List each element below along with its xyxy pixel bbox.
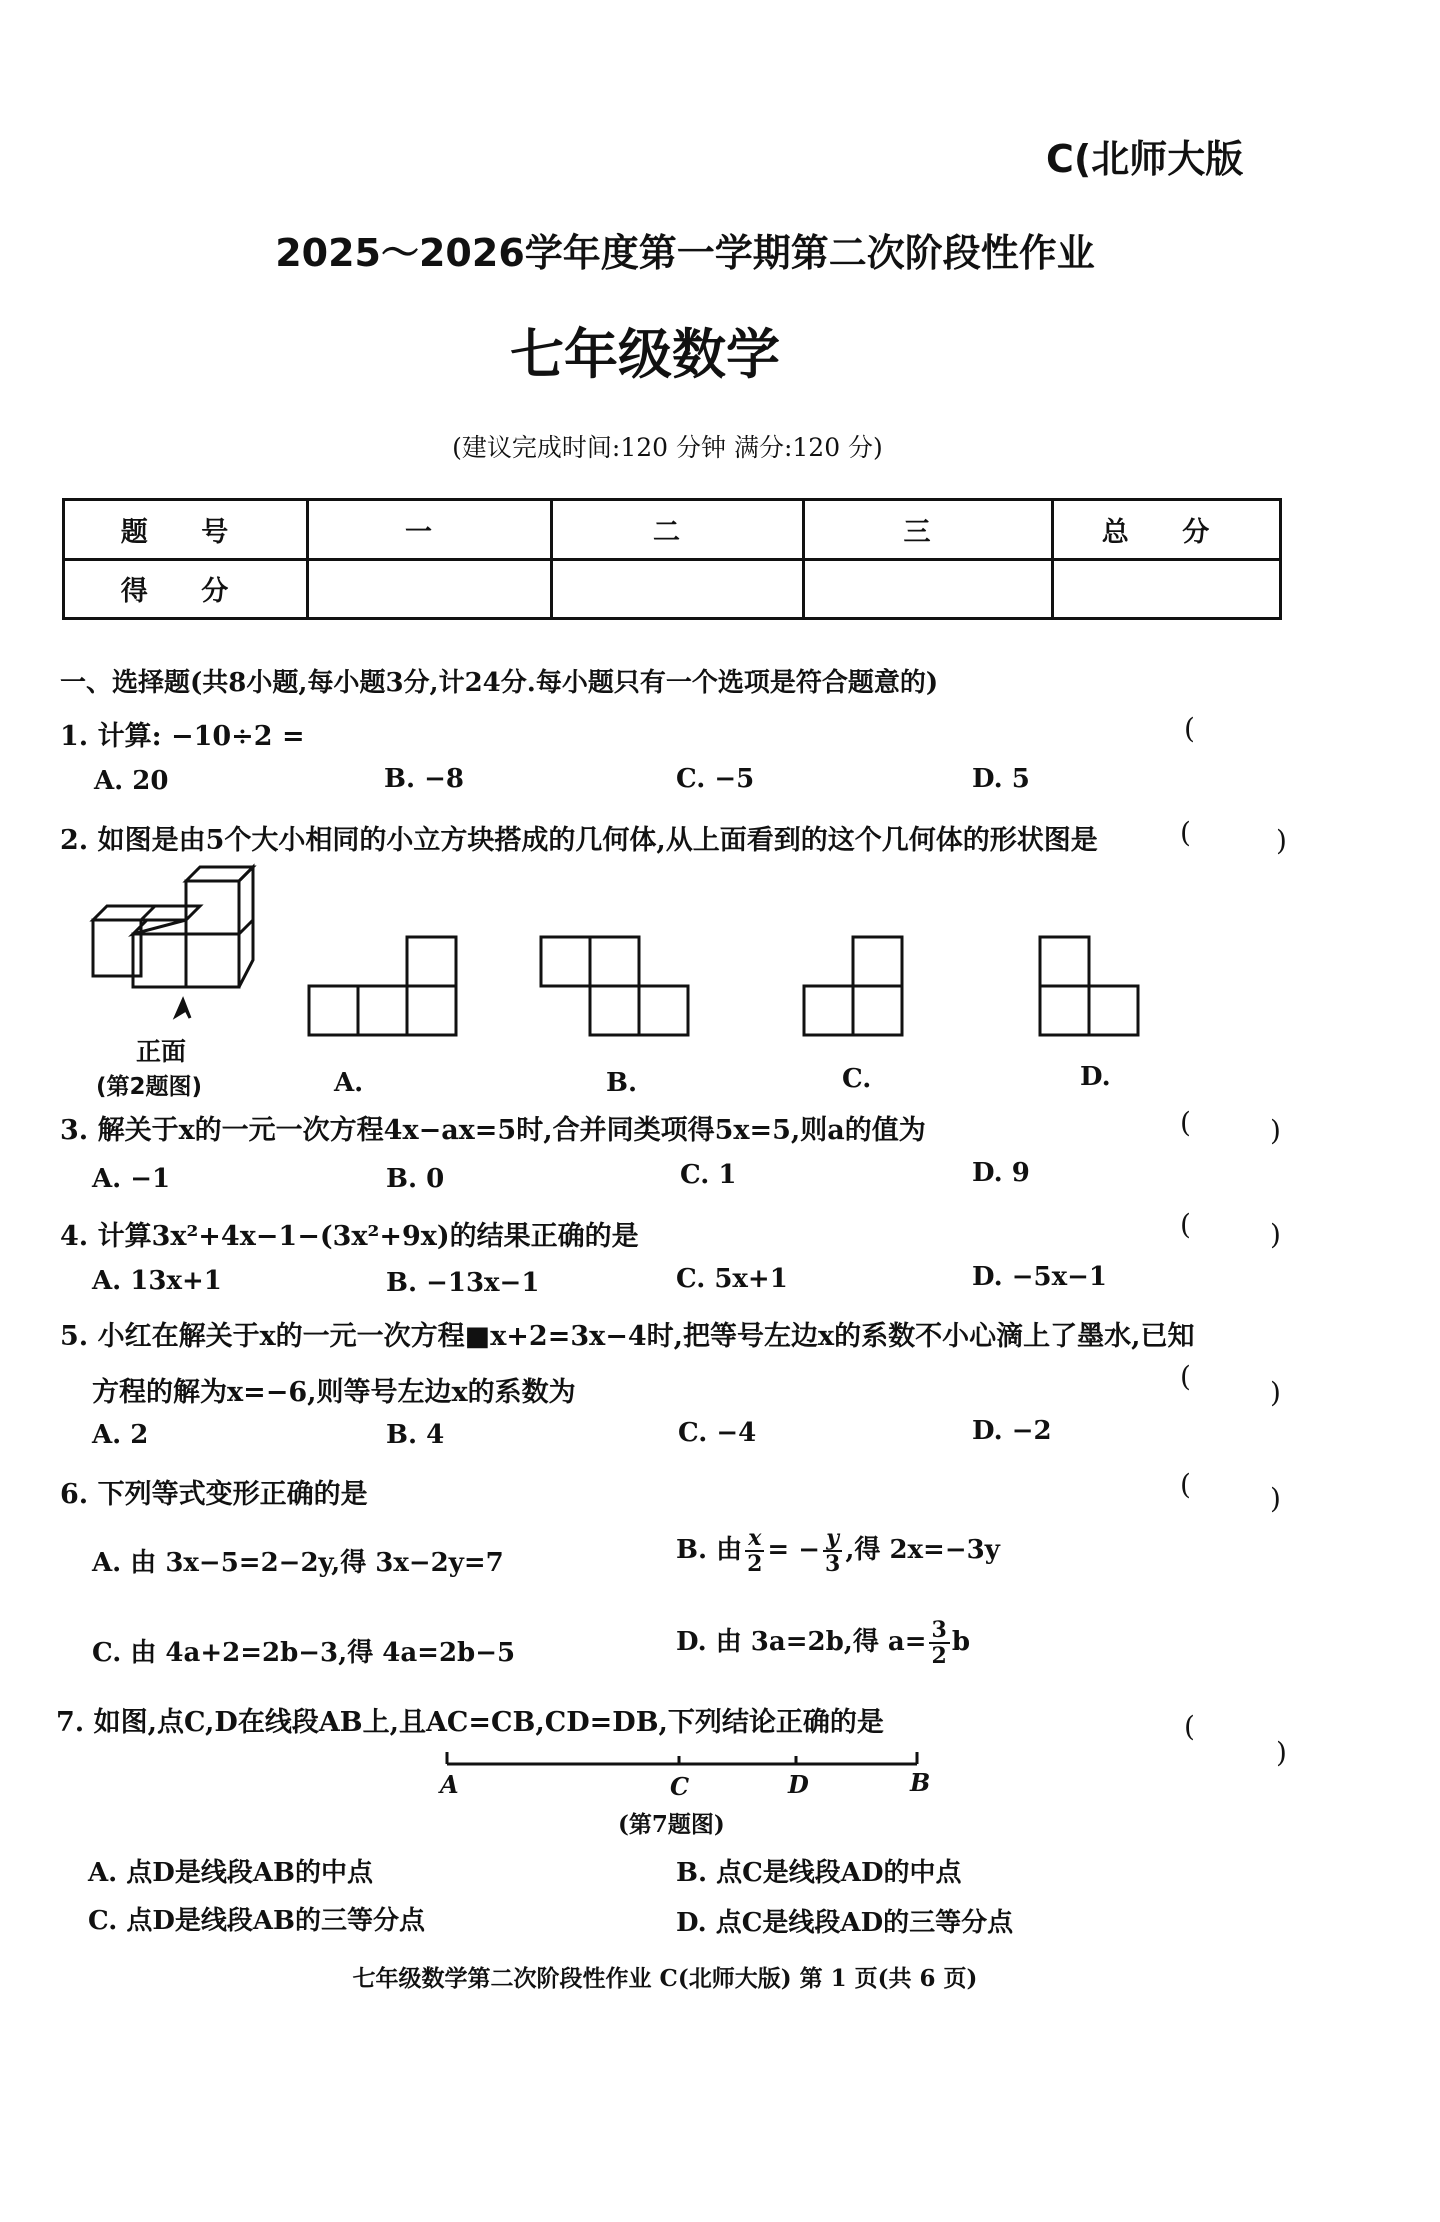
- fraction: [929, 1618, 950, 1668]
- option-c: C. 5x+1: [676, 1264, 788, 1294]
- option-d: D. −5x−1: [972, 1262, 1107, 1292]
- question-4-stem: 4. 计算3x²+4x−1−(3x²+9x)的结果正确的是: [60, 1221, 639, 1252]
- answer-paren-close: ): [1270, 1376, 1281, 1409]
- row-header: 得 分: [64, 559, 308, 619]
- fraction: [822, 1526, 843, 1576]
- column-header: 一: [308, 500, 552, 560]
- answer-paren-open[interactable]: (: [1184, 712, 1195, 745]
- option-b-prefix: B. 由: [676, 1535, 743, 1565]
- option-d: D. 5: [972, 764, 1030, 794]
- answer-paren-open[interactable]: (: [1184, 1710, 1195, 1743]
- question-3-stem: 3. 解关于x的一元一次方程4x−ax=5时,合并同类项得5x=5,则a的值为: [60, 1115, 926, 1146]
- answer-paren-close: ): [1276, 824, 1287, 857]
- fraction: [744, 1526, 765, 1576]
- option-b: B. −13x−1: [386, 1268, 540, 1298]
- row-header: 题 号: [64, 500, 308, 560]
- option-a-figure: [309, 937, 456, 1035]
- numerator: y: [823, 1526, 842, 1552]
- option-c: C. −4: [678, 1418, 757, 1448]
- denominator: 2: [931, 1643, 947, 1669]
- section-heading: 一、选择题(共8小题,每小题3分,计24分.每小题只有一个选项是符合题意的): [60, 668, 939, 698]
- denominator: 3: [825, 1551, 841, 1577]
- question-1-stem: 1. 计算: −10÷2 =: [60, 721, 305, 752]
- exam-info: (建议完成时间:120 分钟 满分:120 分): [452, 433, 883, 462]
- option-a: A. 13x+1: [92, 1266, 222, 1296]
- column-header: 总 分: [1053, 500, 1281, 560]
- option-a: A. −1: [92, 1164, 171, 1194]
- option-c: C. −5: [676, 764, 755, 794]
- option-b-mid: = −: [767, 1535, 821, 1565]
- option-d: D. 点C是线段AD的三等分点: [676, 1908, 1014, 1938]
- answer-paren-open[interactable]: (: [1180, 1106, 1191, 1139]
- subject-title: 七年级数学: [510, 323, 780, 386]
- front-label: 正面: [136, 1037, 187, 1066]
- option-c-figure: [804, 937, 902, 1035]
- option-d-prefix: D. 由 3a=2b,得 a=: [676, 1627, 927, 1657]
- option-a: A. 20: [94, 766, 169, 796]
- option-d-suffix: b: [951, 1627, 971, 1657]
- option-d-figure: [1040, 937, 1138, 1035]
- option-b-figure: [541, 937, 688, 1035]
- point-label-d: D: [788, 1770, 809, 1799]
- answer-paren-open[interactable]: (: [1180, 1208, 1191, 1241]
- answer-paren-open[interactable]: (: [1180, 1468, 1191, 1501]
- cube-solid-figure: [93, 867, 253, 987]
- option-c: C.: [842, 1064, 872, 1094]
- answer-paren-close: ): [1270, 1218, 1281, 1251]
- numerator: 3: [929, 1618, 950, 1644]
- point-label-c: C: [670, 1772, 690, 1801]
- question-6-stem: 6. 下列等式变形正确的是: [60, 1479, 368, 1510]
- option-a: A.: [334, 1068, 364, 1098]
- option-d: D. 9: [972, 1158, 1030, 1188]
- option-b: B. −8: [384, 764, 464, 794]
- option-b: B. 0: [386, 1164, 445, 1194]
- answer-paren-open[interactable]: (: [1180, 816, 1191, 849]
- point-label-b: B: [910, 1768, 931, 1797]
- question-5-stem-line2: 方程的解为x=−6,则等号左边x的系数为: [92, 1377, 576, 1408]
- option-d: D.: [1080, 1062, 1111, 1092]
- point-label-a: A: [440, 1770, 459, 1799]
- option-c: C. 由 4a+2=2b−3,得 4a=2b−5: [92, 1638, 516, 1668]
- exam-title: 2025～2026学年度第一学期第二次阶段性作业: [275, 231, 1095, 275]
- option-b: [676, 1526, 1000, 1576]
- option-d: [676, 1618, 970, 1668]
- denominator: 2: [747, 1551, 763, 1577]
- option-b: B. 点C是线段AD的中点: [676, 1858, 962, 1888]
- column-header: 三: [804, 500, 1053, 560]
- option-b: B.: [606, 1068, 638, 1098]
- numerator: x: [745, 1526, 764, 1552]
- option-c: C. 1: [680, 1160, 737, 1190]
- option-a: A. 2: [92, 1420, 149, 1450]
- segment-ab-figure: [447, 1752, 917, 1764]
- question-7-stem: 7. 如图,点C,D在线段AB上,且AC=CB,CD=DB,下列结论正确的是: [56, 1707, 884, 1738]
- answer-paren-close: ): [1276, 1736, 1287, 1769]
- answer-paren-close: ): [1270, 1114, 1281, 1147]
- page-footer: 七年级数学第二次阶段性作业 C(北师大版) 第 1 页(共 6 页): [352, 1965, 978, 1992]
- column-header: 二: [552, 500, 804, 560]
- figure-caption: (第7题图): [618, 1811, 725, 1838]
- edition-label: C(北师大版: [1046, 137, 1244, 181]
- question-2-stem: 2. 如图是由5个大小相同的小立方块搭成的几何体,从上面看到的这个几何体的形状图是: [60, 825, 1098, 856]
- option-b: B. 4: [386, 1420, 445, 1450]
- front-arrow-icon: [176, 1000, 190, 1018]
- option-d: D. −2: [972, 1416, 1052, 1446]
- answer-paren-close: ): [1270, 1482, 1281, 1515]
- option-b-suffix: ,得 2x=−3y: [845, 1535, 1000, 1565]
- option-c: C. 点D是线段AB的三等分点: [88, 1906, 426, 1936]
- option-a: A. 由 3x−5=2−2y,得 3x−2y=7: [92, 1548, 504, 1578]
- option-a: A. 点D是线段AB的中点: [88, 1858, 373, 1888]
- figure-caption: (第2题图): [96, 1074, 203, 1100]
- question-5-stem: 5. 小红在解关于x的一元一次方程■x+2=3x−4时,把等号左边x的系数不小心滴上了墨水,已知: [60, 1321, 1195, 1352]
- answer-paren-open[interactable]: (: [1180, 1360, 1191, 1393]
